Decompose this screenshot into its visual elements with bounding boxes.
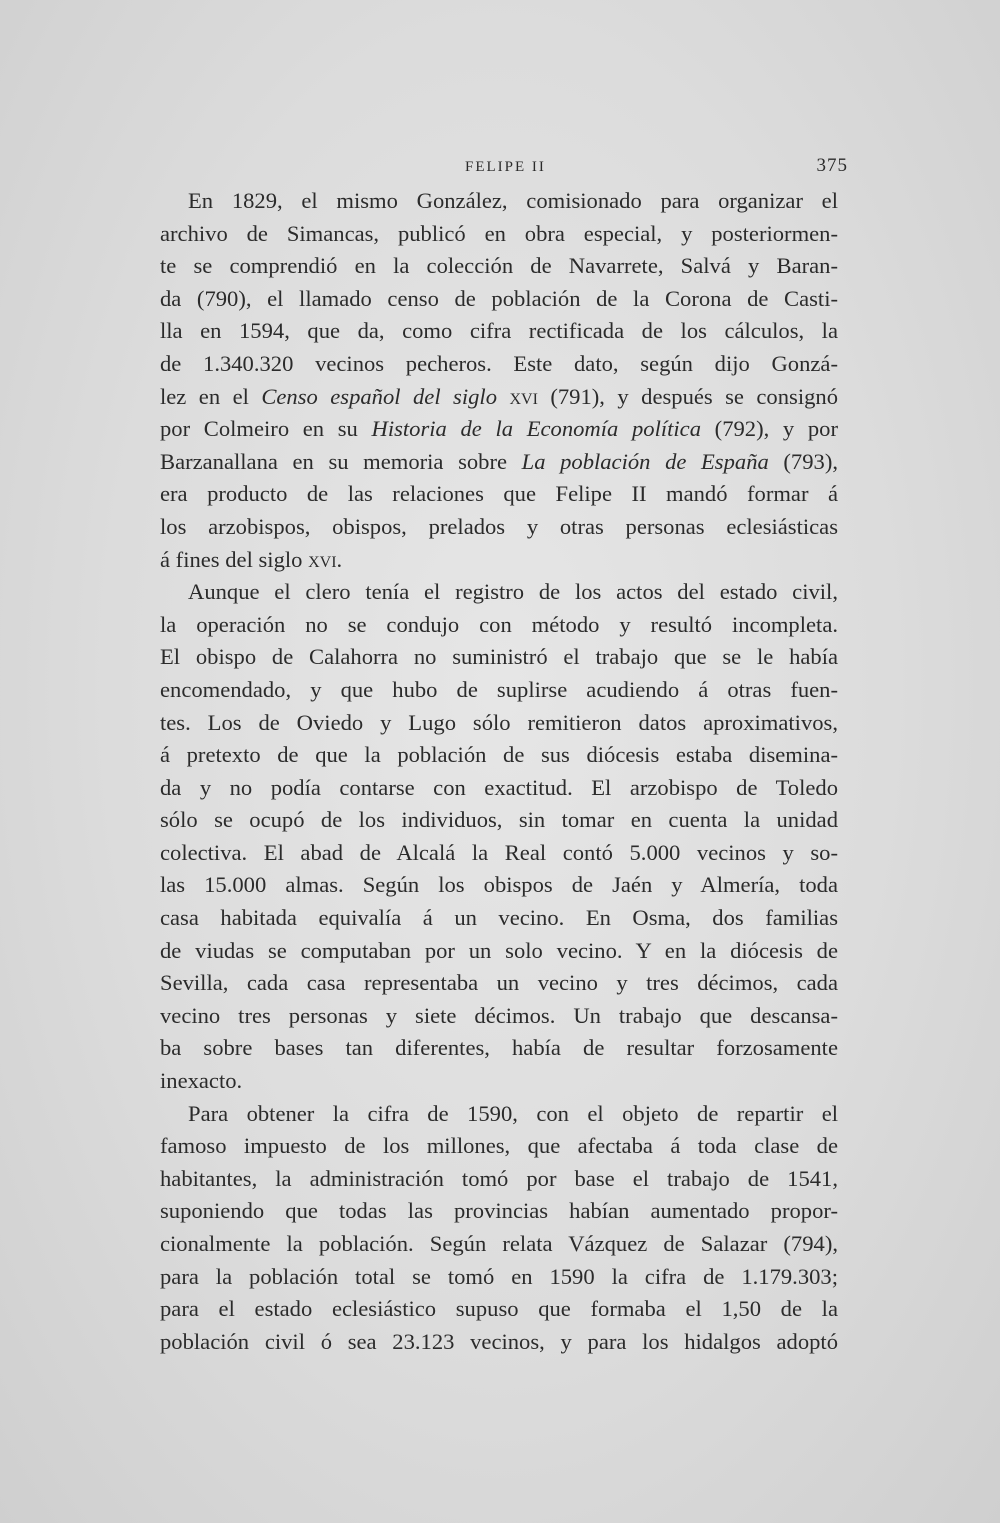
page-number: 375 (816, 155, 848, 176)
text-line: Sevilla, cada casa representaba un vecino y tres décimos, cada (160, 970, 838, 996)
small-caps-numeral: xvi (308, 546, 337, 572)
text-line: da (790), el llamado censo de población de la Corona de Casti- (160, 285, 838, 311)
text-line: te se comprendió en la colección de Navarrete, Salvá y Baran- (160, 253, 838, 279)
text-line: casa habitada equivalía á un vecino. En Osma, dos familias (160, 905, 838, 931)
text-line: á fines del siglo xvi. (160, 546, 343, 572)
text-line: encomendado, y que hubo de suplirse acudiendo á otras fuen- (160, 676, 838, 702)
text-line: cionalmente la población. Según relata Vázquez de Salazar (794), (160, 1231, 838, 1256)
text-line: de 1.340.320 vecinos pecheros. Este dato, según dijo Gonzá- (160, 350, 838, 376)
text-line: era producto de las relaciones que Felipe II mandó formar á (160, 481, 838, 507)
paragraph (160, 185, 838, 576)
text-line: colectiva. El abad de Alcalá la Real contó 5.000 vecinos y so- (160, 839, 838, 865)
paragraph (160, 576, 838, 1098)
text-line: por Colmeiro en su Historia de la Economía política (792), y por (160, 416, 838, 442)
text-line: de viudas se computaban por un solo vecino. Y en la diócesis de (160, 937, 838, 963)
text-line: la operación no se condujo con método y resultó incompleta. (160, 611, 838, 637)
text-line: da y no podía contarse con exactitud. El arzobispo de Toledo (160, 774, 838, 800)
text-line: las 15.000 almas. Según los obispos de Jaén y Almería, toda (160, 872, 838, 898)
italic-title: Historia de la Economía política (371, 416, 702, 442)
text-line: los arzobispos, obispos, prelados y otras personas eclesiásticas (160, 513, 838, 539)
text-line: lla en 1594, que da, como cifra rectificada de los cálculos, la (160, 318, 838, 344)
text-line: sólo se ocupó de los individuos, sin tomar en cuenta la unidad (160, 807, 838, 833)
text-line: tes. Los de Oviedo y Lugo sólo remitieron datos aproximativos, (160, 709, 838, 735)
running-head: FELIPE II (465, 159, 546, 175)
text-line: lez en el Censo español del siglo xvi (791), y después se consignó (160, 383, 838, 409)
text-line: vecino tres personas y siete décimos. Un trabajo que descansa- (160, 1002, 838, 1028)
italic-title: La población de España (521, 448, 769, 474)
text-line: para la población total se tomó en 1590 la cifra de 1.179.303; (160, 1263, 838, 1289)
small-caps-numeral: xvi (497, 383, 538, 409)
text-line: inexacto. (160, 1068, 243, 1094)
text-line: famoso impuesto de los millones, que afectaba á toda clase de (160, 1133, 838, 1159)
body-text (160, 185, 838, 1358)
text-line: suponiendo que todas las provincias habían aumentado propor- (160, 1198, 838, 1224)
text-line: para el estado eclesiástico supuso que formaba el 1,50 de la (160, 1296, 838, 1322)
text-line: Barzanallana en su memoria sobre La población de España (793), (160, 448, 838, 474)
text-line: Para obtener la cifra de 1590, con el objeto de repartir el (188, 1100, 838, 1126)
text-line: El obispo de Calahorra no suministró el trabajo que se le había (160, 644, 838, 670)
text-line: ba sobre bases tan diferentes, había de resultar forzosamente (160, 1035, 838, 1061)
text-line: archivo de Simancas, publicó en obra especial, y posteriormen- (160, 220, 838, 246)
page-header (160, 153, 850, 181)
text-line: En 1829, el mismo González, comisionado para organizar el (188, 188, 838, 213)
italic-title: Censo español del siglo (261, 383, 498, 409)
text-line: á pretexto de que la población de sus diócesis estaba disemina- (160, 742, 838, 768)
text-line: Aunque el clero tenía el registro de los actos del estado civil, (188, 579, 838, 605)
text-line: población civil ó sea 23.123 vecinos, y para los hidalgos adoptó (160, 1328, 838, 1354)
paragraph (160, 1098, 838, 1359)
text-line: habitantes, la administración tomó por base el trabajo de 1541, (160, 1165, 838, 1191)
